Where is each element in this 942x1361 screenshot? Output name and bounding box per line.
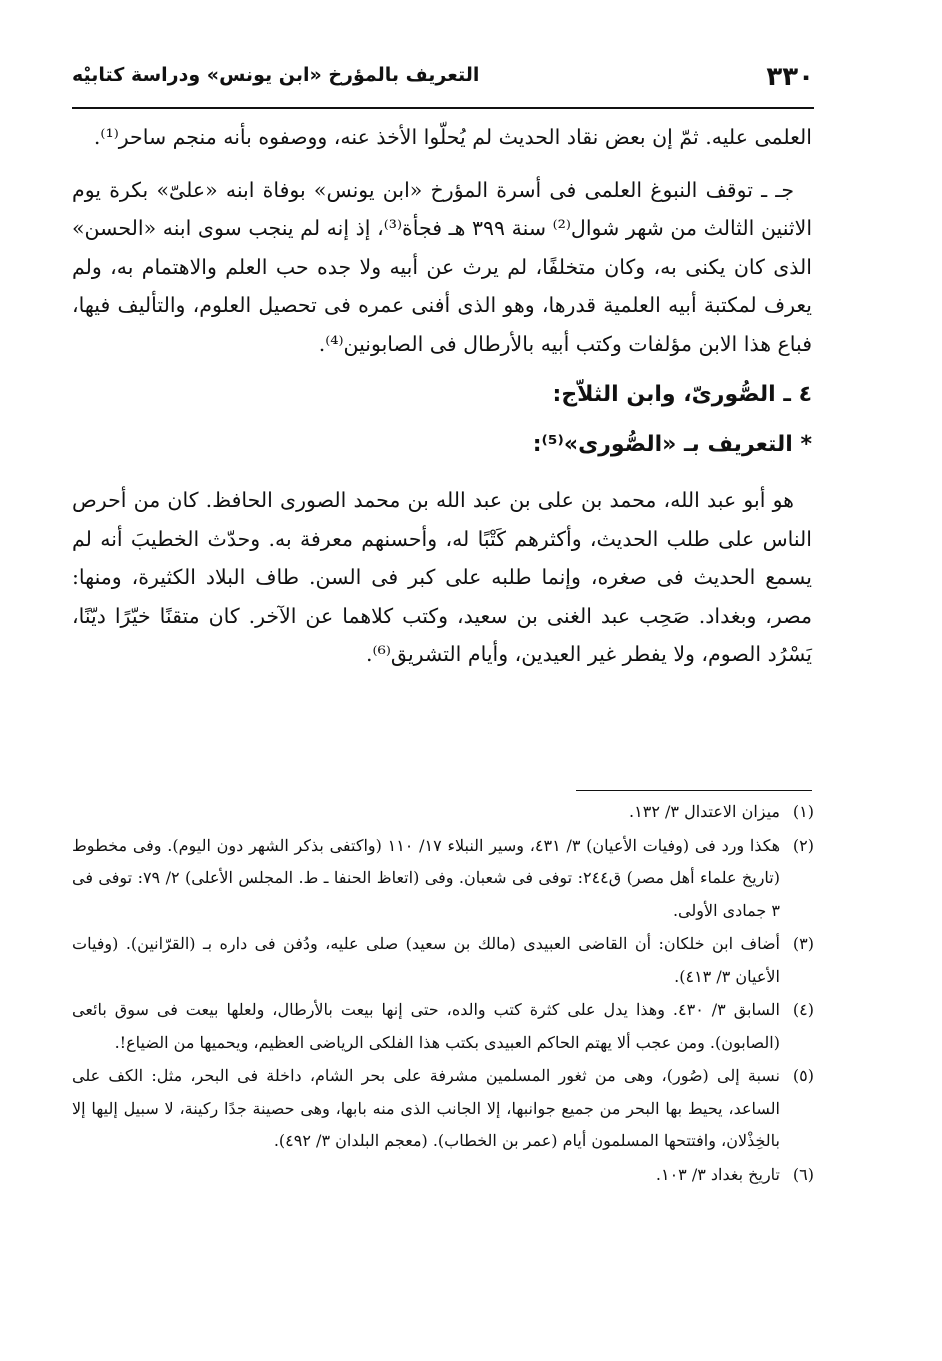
footnote [72, 994, 814, 1059]
section-heading: ٤ ـ الصُّورىّ، وابن الثلاّج: [552, 382, 812, 407]
footnotes [72, 796, 814, 1191]
footnote [72, 928, 814, 993]
footnote-text: ميزان الاعتدال ٣/ ١٣٢. [629, 802, 780, 821]
footnote-number: (٣) [792, 934, 814, 953]
header-divider [72, 107, 814, 109]
page-header [72, 62, 814, 102]
subsection-heading: * التعريف بـ «الصُّورى»⁽⁵⁾: [532, 432, 812, 457]
paragraph-biography: هو أبو عبد الله، محمد بن على بن عبد الله بن محمد الصورى الحافظ. كان من أحرص الناس على طلب الحديث، وأكثرهم كَتْبًا له، وأحسنهم معرفة به. وحدّث الخطيبَ أنه لم يسمع الحديث فى صغره، وإنما طلبه على كبر فى السن. طاف البلاد الكثيرة، ومنها: مصر، وبغداد. صَحِب عبد الغنى بن سعيد، وكتب كلاهما عن الآخر. كان متقنًا خيّرًا ديّنًا، يَسْرُد الصوم، ولا يفطر غير العيدين، وأيام التشريق⁽⁶⁾. [72, 488, 812, 666]
footnote [72, 1060, 814, 1158]
running-title: التعريف بالمؤرخ «ابن يونس» ودراسة كتابيْه [72, 64, 480, 86]
footnote-text: تاريخ بغداد ٣/ ١٠٣. [655, 1164, 780, 1184]
footnote [72, 796, 814, 829]
footnote-number: (٤) [792, 1000, 814, 1019]
footnote-text: نسبة إلى (صُور)، وهى من ثغور المسلمين مشرفة على بحر الشام، داخلة فى البحر، مثل: الكف على الساعد، يحيط بها البحر من جميع جوانبها، إلا الجانب الذى منه بابها، وهى حصينة جدًا ركينة، لا سبيل إليها إلا بالخِذْلان، وافتتحها المسلمون أيام (عمر بن الخطاب). (معجم البلدان ٣/ ٤٩٢). [72, 1066, 780, 1150]
main-text [72, 118, 812, 674]
footnote-number: (٦) [792, 1164, 814, 1184]
paragraph-continuation: العلمى عليه. ثمّ إن بعض نقاد الحديث لم يُحلّوا الأخذ عنه، ووصفوه بأنه منجم ساحر⁽¹⁾. [93, 125, 812, 149]
footnote-divider [576, 790, 812, 791]
footnote [72, 1159, 814, 1192]
footnote-text: هكذا ورد فى (وفيات الأعيان) ٣/ ٤٣١، وسير النبلاء ١٧/ ١١٠ (واكتفى بذكر الشهر دون اليوم). وفى مخطوط (تاريخ علماء أهل مصر) ق٢٤٤: توفى فى شعبان. وفى (اتعاظ الحنفا ـ ط. المجلس الأعلى) ٢/ ٧٩: توفى فى ٣ جمادى الأولى. [72, 835, 781, 920]
footnote-number: (٢) [792, 835, 814, 855]
page-number: ٣٣٠ [766, 62, 814, 92]
footnote-number: (٥) [792, 1066, 814, 1085]
paragraph-section-c: جـ ـ توقف النبوغ العلمى فى أسرة المؤرخ «ابن يونس» بوفاة ابنه «علىّ» بكرة يوم الاثنين الثالث من شهر شوال⁽²⁾ سنة ٣٩٩ هـ فجأة⁽³⁾، إذ إنه لم ينجب سوى ابنه «الحسن» الذى كان يكنى به، وكان متخلفًا، لم يرث عن أبيه ولا جده حب العلم والاهتمام به، ولم يعرف لمكتبة أبيه العلمية قدرها، وهو الذى أفنى عمره فى تحصيل العلوم، والتأليف فيها، فباع هذا الابن مؤلفات وكتب أبيه بالأرطال فى الصابونين⁽⁴⁾. [72, 177, 813, 356]
footnote [72, 830, 814, 928]
footnote-text: أضاف ابن خلكان: أن القاضى العبيدى (مالك بن سعيد) صلى عليه، ودُفن فى داره بـ (القرّانين). (وفيات الأعيان ٣/ ٤١٣). [72, 934, 780, 986]
footnote-number: (١) [792, 802, 814, 821]
footnote-text: السابق ٣/ ٤٣٠. وهذا يدل على كثرة كتب والده، حتى إنها بيعت بالأرطال، ولعلها بيعت فى سوق بائعى (الصابون). ومن عجب ألا يهتم الحاكم العبيدى بكتب هذا الفلكى الرياضى العظيم، ويحميها من الضياع!. [72, 1000, 780, 1052]
